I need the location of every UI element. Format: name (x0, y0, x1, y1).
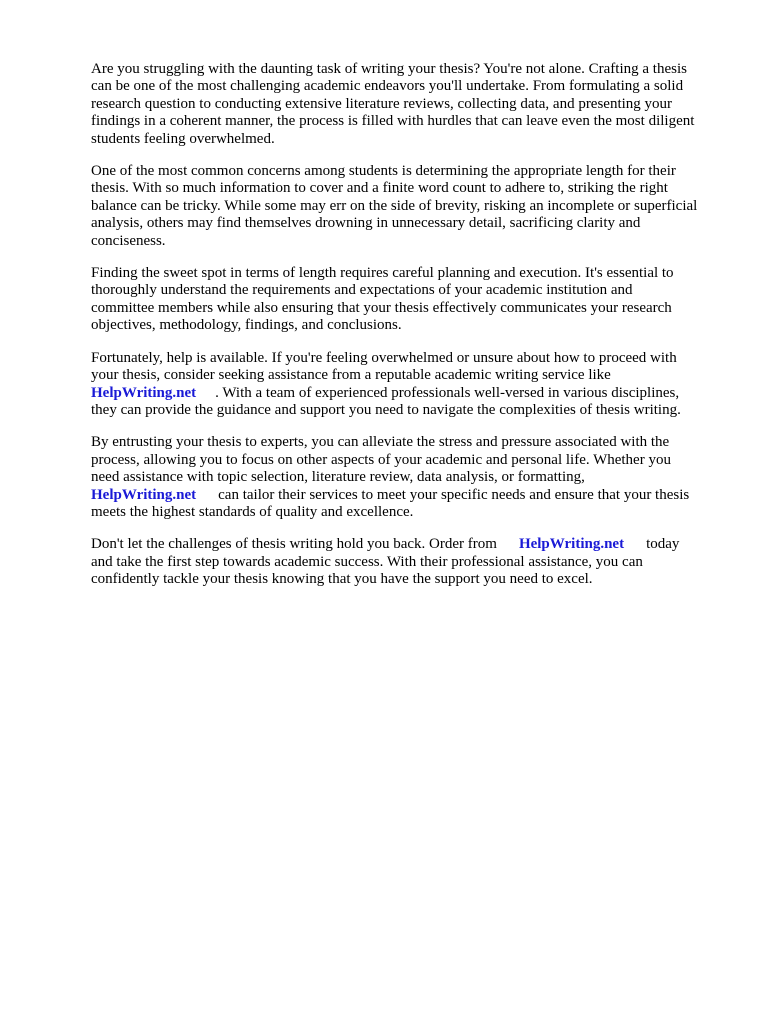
helpwriting-link[interactable]: HelpWriting.net (91, 486, 197, 503)
paragraph-length-concerns (91, 163, 726, 250)
text-line-with-link (91, 536, 726, 553)
text-fragment: Don't let the challenges of thesis writing hold you back. Order from (91, 536, 497, 553)
text-line: objectives, methodology, findings, and conclusions. (91, 317, 402, 334)
document-body (91, 61, 726, 604)
text-line: they can provide the guidance and support you need to navigate the complexities of thesis writing. (91, 401, 681, 418)
text-line: committee members while also ensuring that your thesis effectively communicates your research (91, 299, 672, 316)
text-line: thesis. With so much information to cover and a finite word count to adhere to, striking the right (91, 180, 668, 197)
text-line: your thesis, consider seeking assistance from a reputable academic writing service like (91, 367, 611, 384)
text-line: need assistance with topic selection, literature review, data analysis, or formatting, (91, 469, 585, 486)
text-line: By entrusting your thesis to experts, you can alleviate the stress and pressure associated with the (91, 434, 670, 451)
text-line: conciseness. (91, 232, 166, 249)
text-line: balance can be tricky. While some may err on the side of brevity, risking an incomplete or superficial (91, 197, 698, 214)
text-line: can be one of the most challenging academic endeavors you'll undertake. From formulating a solid (91, 78, 684, 95)
text-line-with-link (91, 487, 726, 504)
paragraph-sweet-spot (91, 265, 726, 335)
text-line-with-link (91, 385, 726, 402)
text-line: students feeling overwhelmed. (91, 130, 275, 147)
text-line: Fortunately, help is available. If you're feeling overwhelmed or unsure about how to proceed with (91, 349, 677, 366)
text-line: Finding the sweet spot in terms of length requires careful planning and execution. It's essential to (91, 265, 674, 282)
paragraph-help-available (91, 350, 726, 420)
text-line: thoroughly understand the requirements and expectations of your academic institution and (91, 282, 633, 299)
helpwriting-link[interactable]: HelpWriting.net (91, 384, 197, 401)
text-line: findings in a coherent manner, the process is filled with hurdles that can leave even the most diligent (91, 113, 695, 130)
text-fragment: can tailor their services to meet your specific needs and ensure that your thesis (218, 486, 690, 503)
text-line: Are you struggling with the daunting task of writing your thesis? You're not alone. Crafting a thesis (91, 61, 687, 77)
text-line: and take the first step towards academic success. With their professional assistance, you can (91, 553, 643, 570)
helpwriting-link[interactable]: HelpWriting.net (518, 536, 625, 553)
paragraph-call-to-action (91, 536, 726, 588)
text-line: process, allowing you to focus on other aspects of your academic and personal life. Whether you (91, 451, 671, 468)
text-line: research question to conducting extensive literature reviews, collecting data, and presenting your (91, 95, 673, 112)
text-line: meets the highest standards of quality and excellence. (91, 503, 414, 520)
text-fragment: . With a team of experienced professionals well-versed in various disciplines, (215, 384, 680, 401)
paragraph-intro (91, 61, 726, 148)
paragraph-entrusting-experts (91, 434, 726, 521)
text-line: One of the most common concerns among students is determining the appropriate length for their (91, 163, 676, 180)
text-line: analysis, others may find themselves drowning in unnecessary detail, sacrificing clarity and (91, 215, 641, 232)
text-line: confidently tackle your thesis knowing that you have the support you need to excel. (91, 571, 593, 588)
text-fragment: today (646, 536, 680, 553)
